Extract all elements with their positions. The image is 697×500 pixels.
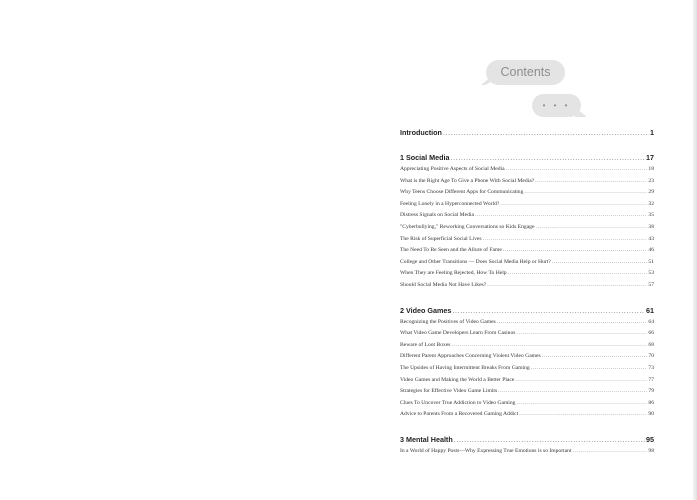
toc-chapter-social-media[interactable] [400,151,654,164]
dot-leader [535,176,647,188]
dot-leader [500,199,647,211]
entry-label: Clues To Uncover True Addiction to Video Gaming [400,399,516,406]
toc-entry[interactable] [400,210,654,222]
toc-intro-page: 1 [650,128,654,137]
dot-leader [552,257,648,269]
dot-leader [542,351,648,363]
entry-page: 77 [648,376,654,383]
toc-entry[interactable] [400,234,654,246]
entry-page: 57 [648,281,654,288]
toc-entry[interactable] [400,375,654,387]
entry-label: Appreciating Positive Aspects of Social Media [400,166,505,172]
chapter-label: 3 Mental Health [400,434,453,444]
dot-leader [508,268,648,280]
dot-leader [497,317,648,329]
page-title: Contents [500,65,551,79]
entry-page: 79 [648,388,654,395]
toc-entry[interactable] [400,164,654,176]
entry-label: College and Other Transitions — Does Social Media Help or Hurt? [400,258,551,265]
entry-label: Why Teens Choose Different Apps for Communicating [400,189,524,196]
toc-entry[interactable] [400,398,654,410]
dot-leader [535,222,647,234]
dot-leader [487,280,647,292]
toc-entry[interactable] [400,328,654,340]
toc-entry[interactable] [400,222,654,234]
toc-entry[interactable] [400,257,654,269]
toc-intro-label: Introduction [400,128,442,137]
dot-leader [572,446,647,458]
toc-intro[interactable] [400,126,654,139]
entry-page: 35 [648,212,654,219]
entry-page: 51 [648,258,654,265]
entry-label: The Upsides of Having Intermittent Breaks From Gaming [400,364,530,371]
toc-entry[interactable] [400,409,654,421]
page-edge [693,0,697,500]
entry-label: Advice to Parents From a Recovered Gaming Addict [400,411,519,418]
entry-label: Strategies for Effective Video Game Limits [400,388,498,395]
toc-entry[interactable] [400,187,654,199]
entry-page: 86 [648,399,654,406]
entry-page: 32 [648,200,654,207]
entry-page: 43 [648,235,654,242]
entry-label: Should Social Media Not Have Likes? [400,281,487,288]
toc-entry[interactable] [400,363,654,375]
table-of-contents [400,126,654,457]
entry-label: The Need To Be Seen and the Allure of Fame [400,247,502,254]
entry-label: Recognizing the Positives of Video Games [400,318,496,325]
entry-page: 98 [648,447,654,454]
dot-leader [452,304,645,317]
chapter-label: 1 Social Media [400,153,450,162]
chapter-page: 61 [646,305,654,315]
dot-leader [516,398,647,410]
entry-page: 18 [648,166,654,172]
entry-label: In a World of Happy Posts—Why Expressing True Emotions is so Important [400,447,572,454]
entry-label: Beware of Loot Boxes [400,341,451,348]
dot-leader [454,433,645,446]
toc-entry[interactable] [400,280,654,292]
typing-indicator-bubble [532,94,581,117]
toc-entry[interactable] [400,268,654,280]
dot-leader [519,409,647,421]
chapter-label: 2 Video Games [400,305,452,315]
entry-label: What is the Right Age To Give a Phone With Social Media? [400,177,535,184]
dot-leader [475,210,647,222]
toc-chapter-mental-health[interactable] [400,433,654,446]
entry-page: 64 [648,318,654,325]
entry-page: 73 [648,364,654,371]
entry-page: 29 [648,189,654,196]
dot-leader [443,126,649,139]
dot-leader [498,386,647,398]
entry-label: Distress Signals on Social Media [400,212,474,219]
entry-page: 53 [648,270,654,277]
toc-entry[interactable] [400,317,654,329]
entry-page: 46 [648,247,654,254]
toc-entry[interactable] [400,245,654,257]
entry-label: When They are Feeling Rejected, How To Help [400,270,507,277]
dot-leader [516,328,647,340]
ellipsis-icon: • • • [542,101,571,110]
chapter-page: 95 [646,434,654,444]
dot-leader [503,245,648,257]
entry-label: Feeling Lonely in a Hyperconnected World? [400,200,500,207]
chapter-entries-video-games [400,317,654,421]
dot-leader [483,234,648,246]
toc-entry[interactable] [400,176,654,188]
toc-entry[interactable] [400,446,654,458]
entry-page: 90 [648,411,654,418]
dot-leader [515,375,647,387]
entry-page: 70 [648,353,654,360]
dot-leader [452,340,648,352]
entry-page: 23 [648,177,654,184]
entry-label: Video Games and Making the World a Better Place [400,376,515,383]
dot-leader [524,187,647,199]
toc-entry[interactable] [400,340,654,352]
entry-label: The Risk of Superficial Social Lives [400,235,482,242]
entry-label: "Cyberbullying," Reworking Conversations so Kids Engage [400,223,535,230]
toc-entry[interactable] [400,386,654,398]
toc-entry[interactable] [400,351,654,363]
chapter-entries-mental-health [400,446,654,458]
contents-title-bubble [486,60,565,85]
dot-leader [531,363,648,375]
toc-entry[interactable] [400,199,654,211]
dot-leader [451,151,645,164]
entry-label: Different Parent Approaches Concerning Violent Video Games [400,353,541,360]
toc-chapter-video-games[interactable] [400,304,654,317]
entry-page: 38 [648,223,654,230]
dot-leader [506,164,648,176]
chapter-page: 17 [646,153,654,162]
entry-page: 66 [648,330,654,337]
entry-page: 68 [648,341,654,348]
chapter-entries-social-media [400,164,654,292]
entry-label: What Video Game Developers Learn From Casinos [400,330,516,337]
